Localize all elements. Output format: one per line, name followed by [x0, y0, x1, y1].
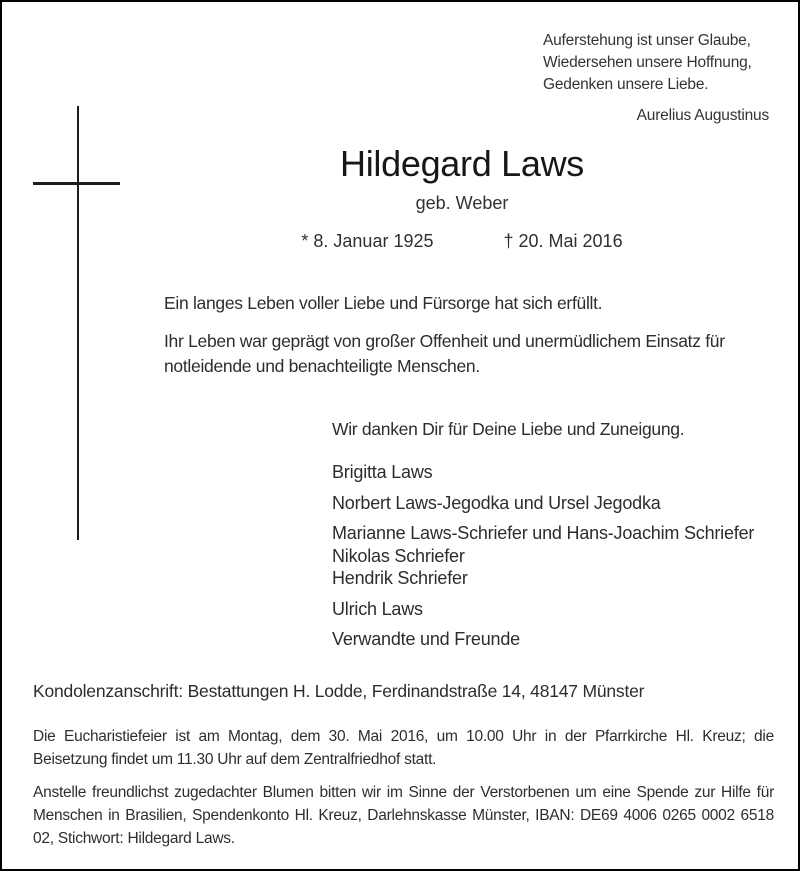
death-date: † 20. Mai 2016 — [503, 231, 623, 252]
cross-horizontal-bar — [33, 182, 120, 185]
mourner-name: Verwandte und Freunde — [332, 629, 520, 649]
thanks-line: Wir danken Dir für Deine Liebe und Zuneigung. — [332, 419, 685, 439]
epigraph-line: Wiedersehen unsere Hoffnung, — [543, 54, 752, 71]
donation-info: Anstelle freundlichst zugedachter Blumen bitten wir im Sinne der Verstorbenen um eine Spende zur Hilfe für Menschen in Brasilien, Spendenkonto Hl. Kreuz, Darlehnskasse Münster, IBAN: DE69 4006 0265 0002 6518 02, Stichwort: Hildegard Laws. — [33, 784, 774, 847]
epigraph-line: Gedenken unsere Liebe. — [543, 76, 709, 93]
obituary-paragraph-2: Ihr Leben war geprägt von großer Offenheit und unermüdlichem Einsatz für notleidende und benachteiligte Menschen. — [164, 331, 725, 376]
mourners-list — [332, 461, 754, 651]
service-info: Die Eucharistiefeier ist am Montag, dem 30. Mai 2016, um 10.00 Uhr in der Pfarrkirche Hl. Kreuz; die Beisetzung findet um 11.30 Uhr auf dem Zentralfriedhof statt. — [33, 728, 774, 768]
mourner-name: Norbert Laws-Jegodka und Ursel Jegodka — [332, 492, 661, 513]
epigraph-attribution: Aurelius Augustinus — [636, 107, 769, 124]
mourner-name: Ulrich Laws — [332, 598, 423, 619]
epigraph-line: Auferstehung ist unser Glaube, — [543, 32, 751, 49]
mourner-name: Marianne Laws-Schriefer und Hans-Joachim Schriefer — [332, 523, 755, 543]
birth-date: * 8. Januar 1925 — [301, 231, 434, 252]
obituary-paragraph-1: Ein langes Leben voller Liebe und Fürsorge hat sich erfüllt. — [164, 293, 603, 313]
epigraph — [543, 30, 769, 127]
mourner-name: Nikolas Schriefer — [332, 545, 465, 566]
cross-vertical-bar — [77, 106, 79, 540]
mourner-name: Brigitta Laws — [332, 462, 433, 482]
life-dates — [124, 231, 800, 252]
deceased-header — [124, 143, 800, 252]
obituary-body — [164, 291, 789, 392]
condolence-address: Kondolenzanschrift: Bestattungen H. Lodde, Ferdinandstraße 14, 48147 Münster — [33, 681, 645, 701]
deceased-name: Hildegard Laws — [340, 143, 584, 184]
mourner-name: Hendrik Schriefer — [332, 568, 468, 588]
maiden-name: geb. Weber — [415, 193, 509, 214]
